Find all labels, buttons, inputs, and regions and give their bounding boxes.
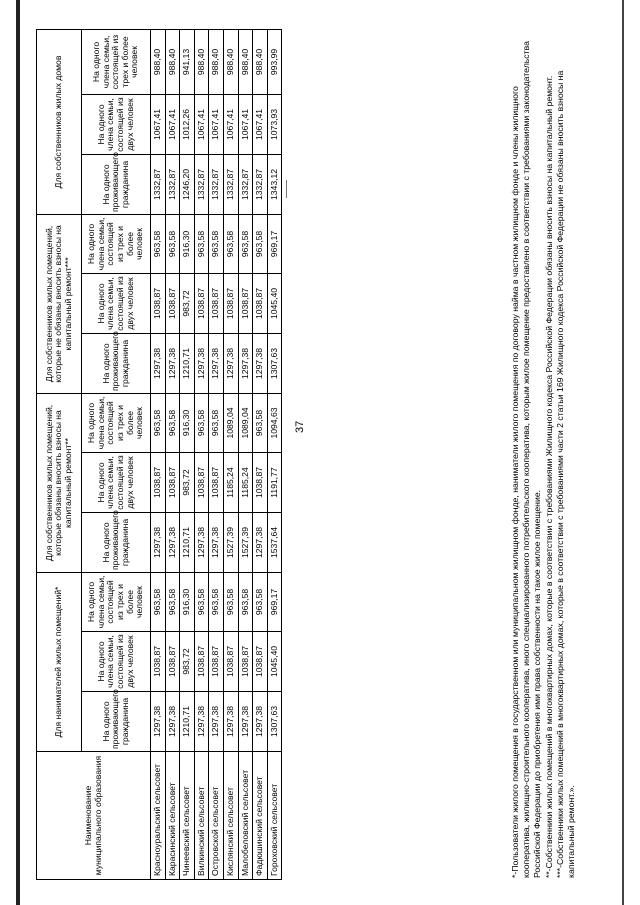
value-cell: 988,40 <box>223 29 238 94</box>
municipality-name: Вилкинский сельсовет <box>194 752 209 880</box>
value-cell: 1038,87 <box>209 274 224 334</box>
subheader: На одного члена семьи, состоящей из трех и более человек <box>82 394 151 453</box>
table-row <box>238 29 253 879</box>
value-cell: 963,58 <box>238 573 253 632</box>
subheader: На одного члена семьи, состоящей из трех и более человек <box>82 214 151 273</box>
value-cell: 1067,41 <box>151 94 166 154</box>
value-cell: 1191,77 <box>267 453 282 513</box>
value-cell: 963,58 <box>151 573 166 632</box>
municipality-name: Малобеловский сельсовет <box>238 752 253 880</box>
value-cell: 1038,87 <box>151 453 166 513</box>
municipality-name: Чинеевский сельсовет <box>180 752 195 880</box>
value-cell: 1038,87 <box>194 453 209 513</box>
value-cell: 1332,87 <box>151 154 166 214</box>
value-cell: 1210,71 <box>180 692 195 752</box>
value-cell: 1307,63 <box>267 692 282 752</box>
municipality-name: Фадюшинский сельсовет <box>253 752 268 880</box>
group-header: Для собственников жилых помещений, которые не обязаны вносить взносы на капитальный ремонт*** <box>37 214 82 393</box>
value-cell: 988,40 <box>165 29 180 94</box>
value-cell: 1297,38 <box>253 513 268 573</box>
value-cell: 1297,38 <box>253 334 268 394</box>
table-row <box>180 29 195 879</box>
value-cell: 963,58 <box>165 573 180 632</box>
value-cell: 963,58 <box>223 214 238 273</box>
value-cell: 1332,87 <box>165 154 180 214</box>
value-cell: 963,58 <box>253 573 268 632</box>
value-cell: 1185,24 <box>238 453 253 513</box>
value-cell: 1038,87 <box>253 453 268 513</box>
value-cell: 1012,26 <box>180 94 195 154</box>
value-cell: 1067,41 <box>194 94 209 154</box>
group-header: Для нанимателей жилых помещений* <box>37 573 82 752</box>
value-cell: 1297,38 <box>165 692 180 752</box>
value-cell: 1297,38 <box>209 692 224 752</box>
subheader: На одного члена семьи, состоящей из двух человек <box>82 274 151 334</box>
value-cell: 1038,87 <box>253 274 268 334</box>
value-cell: 983,72 <box>180 453 195 513</box>
value-cell: 1038,87 <box>238 274 253 334</box>
value-cell: 1038,87 <box>151 274 166 334</box>
value-cell: 1210,71 <box>180 513 195 573</box>
group-header: Для собственников жилых помещений, которые обязаны вносить взносы на капитальный ремонт** <box>37 394 82 573</box>
value-cell: 1527,39 <box>223 513 238 573</box>
page-number: 37 <box>294 420 306 433</box>
value-cell: 1297,38 <box>194 334 209 394</box>
value-cell: 1297,38 <box>238 692 253 752</box>
value-cell: 1038,87 <box>223 274 238 334</box>
value-cell: 963,58 <box>151 214 166 273</box>
value-cell: 963,58 <box>223 573 238 632</box>
value-cell: 916,30 <box>180 394 195 453</box>
value-cell: 1297,38 <box>223 692 238 752</box>
value-cell: 1089,04 <box>238 394 253 453</box>
value-cell: 963,58 <box>165 394 180 453</box>
municipality-name: Красноуральский сельсовет <box>151 752 166 880</box>
subsistence-table <box>36 29 282 880</box>
footnote: ***-Собственники жилых помещений в многоквартирных домах, которые в соответствии с требованиями части 2 статьи 169 Жилищного кодекса Российской Федерации не обязаны вносить взносы на капитальный ремонт.». <box>554 70 577 878</box>
value-cell: 1067,41 <box>223 94 238 154</box>
value-cell: 941,13 <box>180 29 195 94</box>
value-cell: 1332,87 <box>253 154 268 214</box>
value-cell: 963,58 <box>194 214 209 273</box>
value-cell: 1297,38 <box>165 513 180 573</box>
value-cell: 1038,87 <box>253 632 268 692</box>
value-cell: 963,58 <box>238 214 253 273</box>
value-cell: 988,40 <box>238 29 253 94</box>
value-cell: 1297,38 <box>209 513 224 573</box>
value-cell: 1297,38 <box>194 692 209 752</box>
value-cell: 963,58 <box>151 394 166 453</box>
municipality-name: Карасинский сельсовет <box>165 752 180 880</box>
value-cell: 963,58 <box>194 573 209 632</box>
value-cell: 1297,38 <box>253 692 268 752</box>
value-cell: 1067,41 <box>209 94 224 154</box>
subheader: На одного члена семьи, состоящей из двух человек <box>82 632 151 692</box>
value-cell: 1038,87 <box>209 453 224 513</box>
value-cell: 1332,87 <box>194 154 209 214</box>
subheader: На одного проживающего гражданина <box>82 513 151 573</box>
table-row <box>223 29 238 879</box>
value-cell: 983,72 <box>180 632 195 692</box>
municipality-name: Кислянский сельсовет <box>223 752 238 880</box>
group-header: Для собственников жилых домов <box>37 29 82 214</box>
subheader: На одного члена семьи, состоящей из двух человек <box>82 94 151 154</box>
table-row <box>151 29 166 879</box>
value-cell: 988,40 <box>194 29 209 94</box>
table-body <box>151 29 282 879</box>
value-cell: 963,58 <box>209 394 224 453</box>
value-cell: 916,30 <box>180 573 195 632</box>
value-cell: 969,17 <box>267 214 282 273</box>
table-row <box>209 29 224 879</box>
value-cell: 1332,87 <box>238 154 253 214</box>
subheader: На одного члена семьи, состоящей из двух человек <box>82 453 151 513</box>
footnotes <box>510 36 577 878</box>
value-cell: 1527,39 <box>238 513 253 573</box>
subheader: На одного члена семьи, состоящей из трех и более человек <box>82 573 151 632</box>
value-cell: 1045,40 <box>267 632 282 692</box>
value-cell: 963,58 <box>209 214 224 273</box>
municipality-name: Гороховский сельсовет <box>267 752 282 880</box>
value-cell: 1537,64 <box>267 513 282 573</box>
value-cell: 1297,38 <box>194 513 209 573</box>
value-cell: 1343,12 <box>267 154 282 214</box>
value-cell: 1297,38 <box>238 334 253 394</box>
value-cell: 1038,87 <box>223 632 238 692</box>
value-cell: 963,58 <box>194 394 209 453</box>
value-cell: 988,40 <box>151 29 166 94</box>
value-cell: 1038,87 <box>165 632 180 692</box>
table-row <box>194 29 209 879</box>
value-cell: 963,58 <box>253 214 268 273</box>
value-cell: 969,17 <box>267 573 282 632</box>
value-cell: 1067,41 <box>253 94 268 154</box>
footnote: *-Пользователи жилого помещения в государственном или муниципальном жилищном фонде, наниматели жилого помещения по договору найма в частном жилищном фонде и члены жилищного кооператива, жилищно-строительного кооператива, иного специализированного потребительского кооператива, которым жилое помещение предоставлено в соответствии с требованиями законодательства Российской Федерации до приобретения ими права собственности на такое жилое помещение. <box>510 41 543 878</box>
municipality-name: Островской сельсовет <box>209 752 224 880</box>
value-cell: 988,40 <box>253 29 268 94</box>
subheader: На одного проживающего гражданина <box>82 692 151 752</box>
value-cell: 1038,87 <box>165 274 180 334</box>
value-cell: 1307,63 <box>267 334 282 394</box>
subheader: На одного проживающего гражданина <box>82 334 151 394</box>
footnote: **-Собственники жилых помещений в многоквартирных домах, которые в соответствии с требованиями Жилищного кодекса Российской Федерации обязаны вносить взносы на капитальный ремонт. <box>543 75 554 878</box>
value-cell: 1246,20 <box>180 154 195 214</box>
value-cell: 1297,38 <box>209 334 224 394</box>
value-cell: 1045,40 <box>267 274 282 334</box>
value-cell: 1038,87 <box>165 453 180 513</box>
value-cell: 1038,87 <box>194 274 209 334</box>
value-cell: 1297,38 <box>151 513 166 573</box>
value-cell: 963,58 <box>253 394 268 453</box>
table-row <box>165 29 180 879</box>
rotated-content <box>36 28 636 880</box>
value-cell: 1332,87 <box>223 154 238 214</box>
value-cell: 988,40 <box>209 29 224 94</box>
value-cell: 1038,87 <box>238 632 253 692</box>
value-cell: 1210,71 <box>180 334 195 394</box>
table-row <box>253 29 268 879</box>
value-cell: 1067,41 <box>238 94 253 154</box>
value-cell: 1038,87 <box>194 632 209 692</box>
value-cell: 1073,93 <box>267 94 282 154</box>
value-cell: 1038,87 <box>209 632 224 692</box>
name-column-header: Наименование муниципального образования <box>37 752 151 880</box>
value-cell: 963,58 <box>209 573 224 632</box>
value-cell: 1185,24 <box>223 453 238 513</box>
table-row <box>267 29 282 879</box>
value-cell: 916,30 <box>180 214 195 273</box>
value-cell: 1332,87 <box>209 154 224 214</box>
value-cell: 1038,87 <box>151 632 166 692</box>
value-cell: 1297,38 <box>151 692 166 752</box>
value-cell: 963,58 <box>165 214 180 273</box>
subheader: На одного члена семьи, состоящей из трех и более человек <box>82 29 151 94</box>
value-cell: 1067,41 <box>165 94 180 154</box>
value-cell: 1297,38 <box>165 334 180 394</box>
value-cell: 1094,63 <box>267 394 282 453</box>
value-cell: 993,99 <box>267 29 282 94</box>
value-cell: 1297,38 <box>151 334 166 394</box>
value-cell: 1089,04 <box>223 394 238 453</box>
value-cell: 1297,38 <box>223 334 238 394</box>
scan-edge-left <box>16 0 20 905</box>
value-cell: 983,72 <box>180 274 195 334</box>
subheader: На одного проживающего гражданина <box>82 154 151 214</box>
